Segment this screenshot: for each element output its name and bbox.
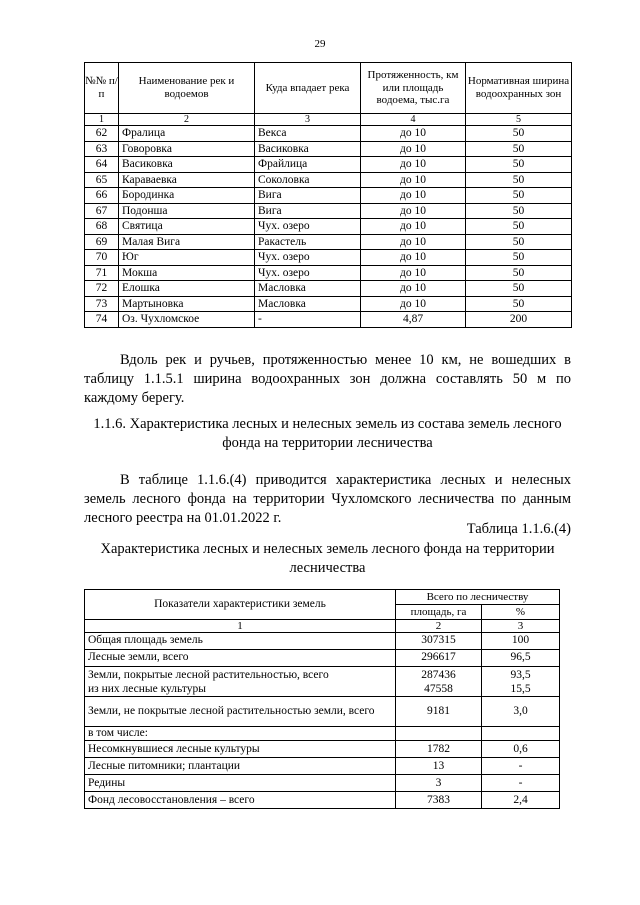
flows-into: Чух. озеро (255, 219, 361, 235)
col-number: 3 (482, 620, 560, 633)
zone-width: 50 (466, 157, 572, 173)
length: до 10 (361, 203, 466, 219)
river-name: Мокша (119, 265, 255, 281)
row-label: в том числе: (85, 727, 396, 741)
row-number: 69 (85, 234, 119, 250)
row-area: 7383 (396, 792, 482, 809)
table-row (85, 219, 572, 235)
table-row (85, 141, 572, 157)
row-label (85, 667, 396, 697)
row-percent (482, 727, 560, 741)
zone-width: 50 (466, 141, 572, 157)
covered-percent: 93,5 (510, 668, 531, 681)
column-number-row (85, 114, 572, 126)
col-number: 4 (361, 114, 466, 126)
row-percent: 96,5 (482, 650, 560, 667)
header-name: Наименование рек и водоемов (119, 63, 255, 114)
flows-into: Фрайлица (255, 157, 361, 173)
table-row (85, 792, 560, 809)
table-label: Таблица 1.1.6.(4) (466, 521, 571, 537)
flows-into: Масловка (255, 296, 361, 312)
row-area: 307315 (396, 633, 482, 650)
flows-into: Чух. озеро (255, 265, 361, 281)
zone-width: 50 (466, 126, 572, 142)
header-flows-into: Куда впадает река (255, 63, 361, 114)
length: до 10 (361, 296, 466, 312)
length: 4,87 (361, 312, 466, 328)
table-row (85, 775, 560, 792)
row-percent: 100 (482, 633, 560, 650)
cultures-area: 47558 (424, 682, 453, 695)
river-name: Юг (119, 250, 255, 266)
header-area: площадь, га (396, 605, 482, 620)
table-row (85, 667, 560, 697)
flows-into: Вига (255, 203, 361, 219)
flows-into: Чух. озеро (255, 250, 361, 266)
row-label: Несомкнувшиеся лесные культуры (85, 741, 396, 758)
length: до 10 (361, 188, 466, 204)
header-percent: % (482, 605, 560, 620)
page-number: 29 (314, 38, 326, 50)
row-area: 3 (396, 775, 482, 792)
zone-width: 50 (466, 219, 572, 235)
header-total: Всего по лесничеству (396, 590, 560, 605)
row-number: 70 (85, 250, 119, 266)
table-row (85, 126, 572, 142)
row-percent: - (482, 758, 560, 775)
table-row (85, 265, 572, 281)
col-number: 3 (255, 114, 361, 126)
zone-width: 50 (466, 281, 572, 297)
zone-width: 50 (466, 296, 572, 312)
table-title: Характеристика лесных и нелесных земель лесного фонда на территории лесничества (100, 541, 555, 576)
row-number: 62 (85, 126, 119, 142)
river-name: Бородинка (119, 188, 255, 204)
row-area: 9181 (396, 697, 482, 727)
row-label: Лесные питомники; плантации (85, 758, 396, 775)
zone-width: 50 (466, 250, 572, 266)
row-area (396, 667, 482, 697)
table-row (85, 312, 572, 328)
river-name: Святица (119, 219, 255, 235)
row-area (396, 727, 482, 741)
river-name: Васиковка (119, 157, 255, 173)
river-name: Караваевка (119, 172, 255, 188)
column-number-row (85, 620, 560, 633)
length: до 10 (361, 157, 466, 173)
row-number: 64 (85, 157, 119, 173)
rivers-table (84, 62, 572, 328)
row-percent: 3,0 (482, 697, 560, 727)
paragraph-buffer-zones: Вдоль рек и ручьев, протяженностью менее 10 км, не вошедших в таблицу 1.1.5.1 ширина водоохранных зон должна составлять 50 м по каждому берегу. (84, 352, 571, 406)
col-number: 2 (119, 114, 255, 126)
river-name: Малая Вига (119, 234, 255, 250)
row-label: Редины (85, 775, 396, 792)
flows-into: Масловка (255, 281, 361, 297)
flows-into: Вига (255, 188, 361, 204)
length: до 10 (361, 141, 466, 157)
table-row (85, 758, 560, 775)
row-percent (482, 667, 560, 697)
covered-label: Земли, покрытые лесной растительностью, всего (88, 668, 329, 681)
length: до 10 (361, 172, 466, 188)
row-number: 66 (85, 188, 119, 204)
table-row (85, 203, 572, 219)
row-number: 74 (85, 312, 119, 328)
table-row (85, 157, 572, 173)
length: до 10 (361, 250, 466, 266)
flows-into: Васиковка (255, 141, 361, 157)
land-characteristics-table (84, 589, 560, 809)
length: до 10 (361, 265, 466, 281)
table-row (85, 697, 560, 727)
flows-into: Соколовка (255, 172, 361, 188)
row-number: 67 (85, 203, 119, 219)
row-number: 72 (85, 281, 119, 297)
length: до 10 (361, 126, 466, 142)
row-percent: 0,6 (482, 741, 560, 758)
table-row (85, 296, 572, 312)
table-row (85, 650, 560, 667)
row-area: 13 (396, 758, 482, 775)
length: до 10 (361, 219, 466, 235)
zone-width: 50 (466, 234, 572, 250)
row-number: 65 (85, 172, 119, 188)
cultures-percent: 15,5 (510, 682, 531, 695)
table-row (85, 250, 572, 266)
header-indicator: Показатели характеристики земель (85, 590, 396, 620)
zone-width: 50 (466, 203, 572, 219)
river-name: Подонша (119, 203, 255, 219)
table-row (85, 741, 560, 758)
col-number: 1 (85, 114, 119, 126)
table-row (85, 234, 572, 250)
row-area: 1782 (396, 741, 482, 758)
river-name: Фралица (119, 126, 255, 142)
zone-width: 50 (466, 265, 572, 281)
row-label: Земли, не покрытые лесной растительностью земли, всего (85, 697, 396, 727)
row-percent: 2,4 (482, 792, 560, 809)
row-number: 73 (85, 296, 119, 312)
row-percent: - (482, 775, 560, 792)
paragraph-table-intro: В таблице 1.1.6.(4) приводится характеристика лесных и нелесных земель лесного фонда на территории Чухломского лесничества по данным лесного реестра на 01.01.2022 г. (84, 472, 571, 526)
flows-into: Ракастель (255, 234, 361, 250)
header-zone-width: Нормативная ширина водоохранных зон (466, 63, 572, 114)
header-number: №№ п/п (85, 63, 119, 114)
flows-into: Векса (255, 126, 361, 142)
length: до 10 (361, 281, 466, 297)
col-number: 1 (85, 620, 396, 633)
river-name: Мартыновка (119, 296, 255, 312)
row-label: Общая площадь земель (85, 633, 396, 650)
covered-area: 287436 (421, 668, 456, 681)
table-row (85, 281, 572, 297)
zone-width: 50 (466, 172, 572, 188)
row-number: 63 (85, 141, 119, 157)
cultures-label: из них лесные культуры (88, 682, 206, 695)
row-area: 296617 (396, 650, 482, 667)
table-row (85, 172, 572, 188)
river-name: Говоровка (119, 141, 255, 157)
zone-width: 50 (466, 188, 572, 204)
col-number: 5 (466, 114, 572, 126)
river-name: Оз. Чухломское (119, 312, 255, 328)
table-row (85, 188, 572, 204)
table-row (85, 633, 560, 650)
section-heading: 1.1.6. Характеристика лесных и нелесных земель из состава земель лесного фонда на территории лесничества (93, 416, 562, 451)
table-row (85, 727, 560, 741)
col-number: 2 (396, 620, 482, 633)
header-length: Протяженность, км или площадь водоема, тыс.га (361, 63, 466, 114)
flows-into: - (255, 312, 361, 328)
zone-width: 200 (466, 312, 572, 328)
row-label: Лесные земли, всего (85, 650, 396, 667)
river-name: Елошка (119, 281, 255, 297)
row-label: Фонд лесовосстановления – всего (85, 792, 396, 809)
row-number: 71 (85, 265, 119, 281)
length: до 10 (361, 234, 466, 250)
row-number: 68 (85, 219, 119, 235)
